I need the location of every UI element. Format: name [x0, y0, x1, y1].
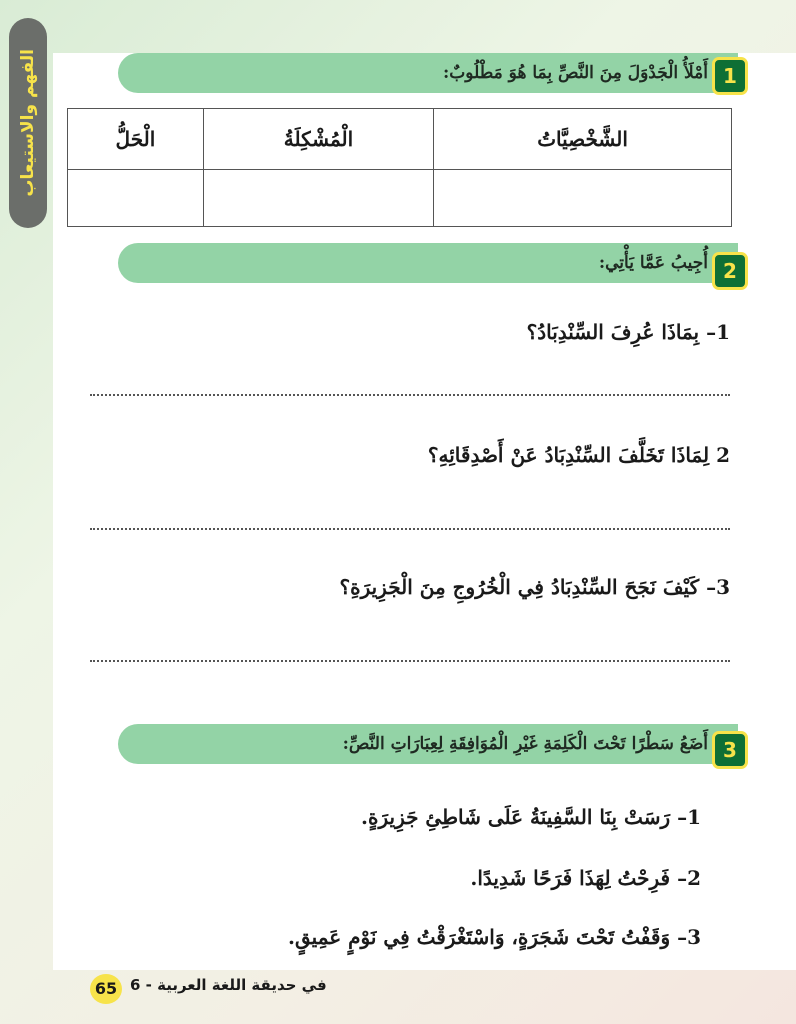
question-1: 1– بِمَاذَا عُرِفَ السِّنْدِبَادُ؟ — [526, 320, 730, 344]
header-characters: الشَّخْصِيَّاتُ — [434, 109, 732, 170]
cell-solution-answer[interactable] — [68, 170, 204, 227]
header-problem: الْمُشْكِلَةُ — [203, 109, 433, 170]
sentence-1[interactable]: 1– رَسَتْ بِنَا السَّفِينَةُ عَلَى شَاطِئِ جَزِيرَةٍ. — [361, 805, 701, 829]
section2-number-badge: 2 — [712, 252, 748, 290]
table-header-row — [68, 109, 732, 170]
characters-problem-solution-table — [67, 108, 732, 227]
section1-banner — [118, 53, 738, 93]
section2-title: أُجِيبُ عَمَّا يَأْتِي: — [598, 253, 708, 273]
section2-banner — [118, 243, 738, 283]
section3-title: أَضَعُ سَطْرًا تَحْتَ الْكَلِمَةِ غَيْرِ الْمُوَافِقَةِ لِعِبَارَاتِ النَّصِّ: — [342, 734, 708, 754]
page-number-badge: 65 — [90, 974, 122, 1004]
book-title: في حديقة اللغة العربية - 6 — [130, 976, 327, 994]
sentence-2[interactable]: 2– فَرِحْتُ لِهَذَا فَرَحًا شَدِيدًا. — [470, 866, 701, 890]
sentence-3[interactable]: 3– وَقَفْتُ تَحْتَ شَجَرَةٍ، وَاسْتَغْرَقْتُ فِي نَوْمٍ عَمِيقٍ. — [288, 925, 701, 949]
answer-line-3[interactable] — [90, 660, 730, 662]
side-tab-label: الفهم والاستيعاب — [18, 49, 38, 197]
answer-line-1[interactable] — [90, 394, 730, 396]
header-solution: الْحَلُّ — [68, 109, 204, 170]
section-side-tab — [9, 18, 47, 228]
table-row — [68, 170, 732, 227]
question-2: 2 لِمَاذَا تَخَلَّفَ السِّنْدِبَادُ عَنْ أَصْدِقَائِهِ؟ — [427, 443, 730, 467]
section3-banner — [118, 724, 738, 764]
cell-characters-answer[interactable] — [434, 170, 732, 227]
section3-number-badge: 3 — [712, 731, 748, 769]
answer-line-2[interactable] — [90, 528, 730, 530]
section1-title: أَمْلَأُ الْجَدْوَلَ مِنَ النَّصِّ بِمَا هُوَ مَطْلُوبٌ: — [443, 63, 708, 83]
question-3: 3– كَيْفَ نَجَحَ السِّنْدِبَادُ فِي الْخُرُوجِ مِنَ الْجَزِيرَةِ؟ — [339, 575, 730, 599]
section1-number-badge: 1 — [712, 57, 748, 95]
cell-problem-answer[interactable] — [203, 170, 433, 227]
